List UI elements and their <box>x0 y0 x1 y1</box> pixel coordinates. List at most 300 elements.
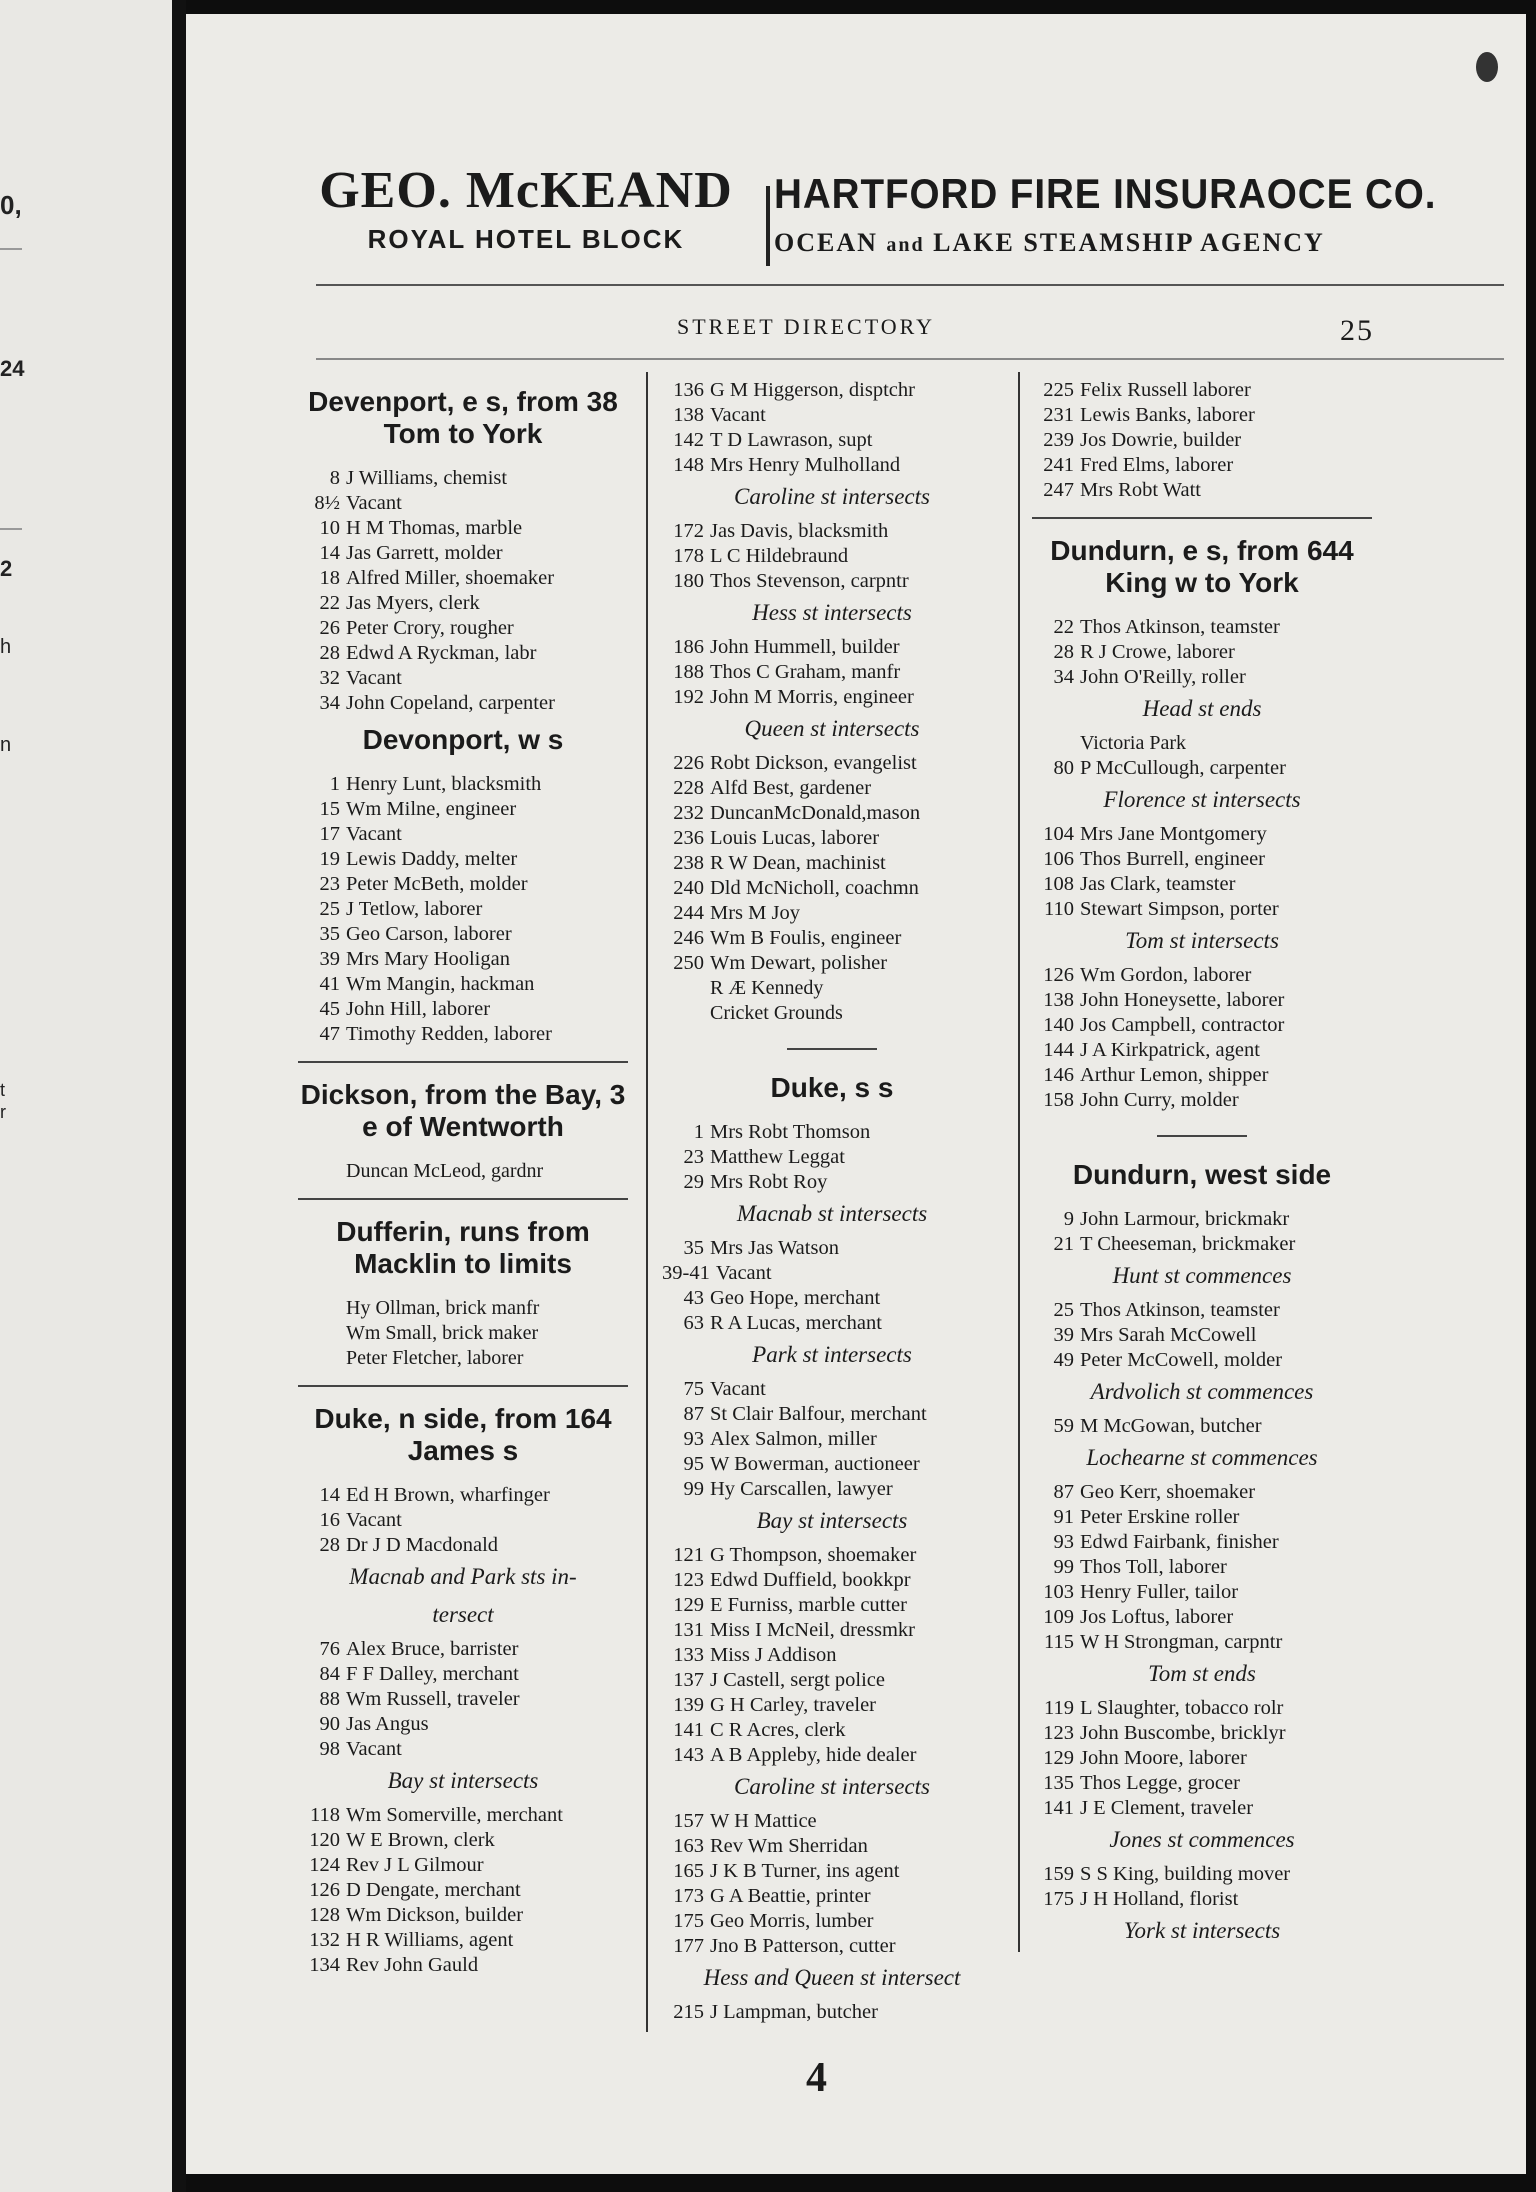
house-number: 17 <box>319 823 340 845</box>
directory-entry <box>662 1909 1002 1934</box>
resident-name: J Williams, chemist <box>346 467 508 489</box>
directory-entry <box>662 926 1002 951</box>
directory-entry <box>1032 1605 1372 1630</box>
directory-entry <box>1032 453 1372 478</box>
intersection-label: Macnab and Park sts in- <box>349 1564 577 1589</box>
house-number: 134 <box>309 1954 340 1976</box>
directory-entry <box>1032 478 1372 503</box>
directory-entry <box>1032 847 1372 872</box>
directory-entry <box>1032 615 1372 640</box>
margin-fragment: n <box>0 734 12 756</box>
directory-entry <box>662 1568 1002 1593</box>
resident-name: Mrs Henry Mulholland <box>710 454 901 476</box>
resident-name: Alex Salmon, miller <box>710 1428 877 1450</box>
house-number: 95 <box>683 1453 704 1475</box>
house-number: 98 <box>319 1738 340 1760</box>
directory-entry <box>1032 403 1372 428</box>
house-number: 135 <box>1043 1772 1074 1794</box>
section-rule <box>1032 517 1372 519</box>
resident-name: J E Clement, traveler <box>1080 1797 1254 1819</box>
directory-entry <box>298 1483 628 1508</box>
directory-entry <box>662 1643 1002 1668</box>
resident-name: Edwd A Ryckman, labr <box>346 642 537 664</box>
insurance-company: HARTFORD FIRE INSURAOCE CO. <box>774 170 1437 217</box>
directory-entry <box>662 403 1002 428</box>
directory-entry <box>662 951 1002 976</box>
intersection-label: Caroline st intersects <box>734 1774 930 1799</box>
directory-entry <box>1032 378 1372 403</box>
margin-fragment: 24 <box>0 356 25 381</box>
directory-entry <box>662 1834 1002 1859</box>
directory-entry <box>662 378 1002 403</box>
house-number: 247 <box>1043 479 1074 501</box>
house-number: 121 <box>673 1544 704 1566</box>
column-middle <box>662 378 1002 2025</box>
house-number: 34 <box>1053 666 1074 688</box>
directory-entry <box>298 797 628 822</box>
directory-entry <box>1032 988 1372 1013</box>
directory-entry <box>662 519 1002 544</box>
intersection-label: York st intersects <box>1123 1918 1281 1943</box>
house-number: 246 <box>673 927 704 949</box>
directory-entry <box>1032 1348 1372 1373</box>
resident-name: Jas Angus <box>346 1713 429 1735</box>
directory-entry <box>662 801 1002 826</box>
house-number: 129 <box>1043 1747 1074 1769</box>
house-number: 63 <box>683 1312 704 1334</box>
directory-entry <box>298 1903 628 1928</box>
page-gutter <box>172 0 186 2192</box>
resident-name: St Clair Balfour, merchant <box>710 1403 927 1425</box>
house-number: 228 <box>673 777 704 799</box>
resident-name: Mrs Jas Watson <box>710 1237 839 1259</box>
house-number: 8 <box>329 467 340 489</box>
resident-name: Jno B Patterson, cutter <box>710 1935 896 1957</box>
directory-entry <box>1032 897 1372 922</box>
directory-entry <box>298 1022 628 1047</box>
house-number: 99 <box>1053 1556 1074 1578</box>
resident-name: S S King, building mover <box>1080 1863 1291 1885</box>
intersection-label: Bay st intersects <box>756 1508 908 1533</box>
resident-name: Geo Morris, lumber <box>710 1910 874 1932</box>
resident-name: John Honeysette, laborer <box>1080 989 1285 1011</box>
intersection-label: tersect <box>432 1602 494 1627</box>
directory-entry <box>1032 1323 1372 1348</box>
margin-fragment: 2 <box>0 556 13 581</box>
resident-name: Rev John Gauld <box>346 1954 479 1976</box>
resident-name: W Bowerman, auctioneer <box>710 1453 920 1475</box>
resident-name: Hy Carscallen, lawyer <box>710 1478 893 1500</box>
directory-entry <box>1032 1013 1372 1038</box>
resident-name: Thos Atkinson, teamster <box>1080 1299 1280 1321</box>
resident-name: R A Lucas, merchant <box>710 1312 882 1334</box>
resident-name: Rev J L Gilmour <box>346 1854 484 1876</box>
resident-name: Wm Gordon, laborer <box>1080 964 1252 986</box>
house-number: 103 <box>1043 1581 1074 1603</box>
resident-name: G A Beattie, printer <box>710 1885 871 1907</box>
house-number: 173 <box>673 1885 704 1907</box>
directory-entry <box>298 947 628 972</box>
resident-name: Peter McCowell, molder <box>1080 1349 1283 1371</box>
house-number: 172 <box>673 520 704 542</box>
directory-entry <box>1032 1207 1372 1232</box>
resident-name: Thos C Graham, manfr <box>710 661 901 683</box>
directory-entry <box>1032 756 1372 781</box>
house-number: 10 <box>319 517 340 539</box>
resident-name: Wm Russell, traveler <box>346 1688 520 1710</box>
house-number: 14 <box>319 1484 340 1506</box>
directory-entry <box>1032 1887 1372 1912</box>
directory-entry <box>298 822 628 847</box>
directory-entry <box>298 1928 628 1953</box>
directory-entry <box>662 876 1002 901</box>
column-divider <box>1018 372 1020 1952</box>
house-number: 157 <box>673 1810 704 1832</box>
house-number: 175 <box>1043 1888 1074 1910</box>
resident-name: Wm B Foulis, engineer <box>710 927 902 949</box>
house-number: 88 <box>319 1688 340 1710</box>
house-number: 124 <box>309 1854 340 1876</box>
house-number: 177 <box>673 1935 704 1957</box>
house-number: 18 <box>319 567 340 589</box>
resident-name: H R Williams, agent <box>346 1929 514 1951</box>
house-number: 240 <box>673 877 704 899</box>
resident-name: Mrs Sarah McCowell <box>1080 1324 1257 1346</box>
directory-note: Cricket Grounds <box>710 1002 843 1024</box>
house-number: 123 <box>673 1569 704 1591</box>
resident-name: J H Holland, florist <box>1080 1888 1239 1910</box>
agency-line <box>774 228 1514 258</box>
directory-entry <box>662 569 1002 594</box>
directory-entry <box>662 1934 1002 1959</box>
margin-rule <box>0 248 22 250</box>
directory-page <box>186 14 1526 2174</box>
intersection-label: Tom st intersects <box>1125 928 1279 953</box>
section-rule <box>787 1048 877 1050</box>
directory-entry <box>1032 872 1372 897</box>
directory-note: Duncan McLeod, gardnr <box>346 1160 544 1182</box>
house-number: 141 <box>673 1719 704 1741</box>
intersection-label: Macnab st intersects <box>736 1201 928 1226</box>
directory-entry <box>298 466 628 491</box>
resident-name: Edwd Fairbank, finisher <box>1080 1531 1279 1553</box>
directory-entry <box>1032 822 1372 847</box>
directory-entry <box>1032 665 1372 690</box>
directory-entry <box>298 1637 628 1662</box>
resident-name: Mrs Robt Thomson <box>710 1121 871 1143</box>
directory-entry <box>662 1718 1002 1743</box>
resident-name: W H Mattice <box>710 1810 817 1832</box>
house-number: 133 <box>673 1644 704 1666</box>
house-number: 19 <box>319 848 340 870</box>
resident-name: Dr J D Macdonald <box>346 1534 499 1556</box>
house-number: 93 <box>1053 1531 1074 1553</box>
resident-name: Robt Dickson, evangelist <box>710 752 917 774</box>
column-divider <box>646 372 648 2032</box>
resident-name: Vacant <box>715 1262 772 1284</box>
directory-entry <box>662 1477 1002 1502</box>
directory-entry <box>298 616 628 641</box>
house-number: 29 <box>683 1171 704 1193</box>
directory-entry <box>1032 1232 1372 1257</box>
advertiser-name: GEO. McKEAND <box>319 162 733 219</box>
directory-entry <box>298 997 628 1022</box>
directory-entry <box>662 1236 1002 1261</box>
directory-entry <box>1032 1414 1372 1439</box>
directory-entry <box>1032 1796 1372 1821</box>
house-number: 75 <box>683 1378 704 1400</box>
resident-name: Rev Wm Sherridan <box>710 1835 868 1857</box>
directory-entry <box>298 1953 628 1978</box>
resident-name: C R Acres, clerk <box>710 1719 846 1741</box>
house-number: 232 <box>673 802 704 824</box>
directory-entry <box>662 851 1002 876</box>
resident-name: Peter McBeth, molder <box>346 873 528 895</box>
resident-name: W H Strongman, carpntr <box>1080 1631 1283 1653</box>
house-number: 119 <box>1044 1697 1074 1719</box>
house-number: 45 <box>319 998 340 1020</box>
house-number: 188 <box>673 661 704 683</box>
street-heading: Devonport, w s <box>362 724 564 755</box>
resident-name: Matthew Leggat <box>710 1146 845 1168</box>
section-rule <box>298 1385 628 1387</box>
resident-name: T D Lawrason, supt <box>710 429 873 451</box>
house-number: 87 <box>1053 1481 1074 1503</box>
house-number: 32 <box>319 667 340 689</box>
directory-entry <box>298 541 628 566</box>
directory-entry <box>1032 1746 1372 1771</box>
resident-name: Vacant <box>346 492 402 514</box>
resident-name: Jas Davis, blacksmith <box>710 520 889 542</box>
house-number: 28 <box>319 1534 340 1556</box>
house-number: 41 <box>319 973 340 995</box>
street-heading: Dufferin, runs from Macklin to limits <box>336 1216 590 1279</box>
directory-entry <box>662 1543 1002 1568</box>
house-number: 34 <box>319 692 340 714</box>
agency-and: and <box>886 234 925 256</box>
house-number: 47 <box>319 1023 340 1045</box>
directory-entry <box>662 1884 1002 1909</box>
resident-name: John Curry, molder <box>1080 1089 1239 1111</box>
directory-note: Peter Fletcher, laborer <box>346 1347 524 1369</box>
directory-entry <box>662 1809 1002 1834</box>
directory-entry <box>662 751 1002 776</box>
intersection-label: Caroline st intersects <box>734 484 930 509</box>
house-number: 39 <box>1053 1324 1074 1346</box>
resident-name: Wm Milne, engineer <box>346 798 517 820</box>
directory-entry <box>662 635 1002 660</box>
directory-entry <box>1032 1721 1372 1746</box>
directory-entry <box>662 1693 1002 1718</box>
house-number: 1 <box>329 773 340 795</box>
resident-name: Henry Lunt, blacksmith <box>346 773 542 795</box>
directory-entry <box>662 660 1002 685</box>
advertiser-address: ROYAL HOTEL BLOCK <box>367 224 685 254</box>
resident-name: Thos Stevenson, carpntr <box>710 570 909 592</box>
house-number: 141 <box>1043 1797 1074 1819</box>
resident-name: J Tetlow, laborer <box>346 898 483 920</box>
resident-name: Fred Elms, laborer <box>1080 454 1234 476</box>
house-number: 163 <box>673 1835 704 1857</box>
house-number: 8½ <box>314 492 340 514</box>
resident-name: DuncanMcDonald,mason <box>710 802 921 824</box>
resident-name: Vacant <box>346 667 402 689</box>
directory-entry <box>298 922 628 947</box>
resident-name: Peter Crory, rougher <box>346 617 514 639</box>
resident-name: D Dengate, merchant <box>346 1879 521 1901</box>
house-number: 115 <box>1044 1631 1074 1653</box>
page-number: 25 <box>1340 314 1374 347</box>
house-number: 239 <box>1043 429 1074 451</box>
margin-fragment: 0, <box>0 190 22 220</box>
resident-name: Vacant <box>346 1738 402 1760</box>
house-number: 84 <box>319 1663 340 1685</box>
directory-entry <box>1032 1530 1372 1555</box>
house-number: 90 <box>319 1713 340 1735</box>
resident-name: Alfd Best, gardener <box>710 777 872 799</box>
section-rule <box>1157 1135 1247 1137</box>
house-number: 158 <box>1043 1089 1074 1111</box>
resident-name: John Larmour, brickmakr <box>1080 1208 1290 1230</box>
house-number: 132 <box>309 1929 340 1951</box>
resident-name: T Cheeseman, brickmaker <box>1080 1233 1296 1255</box>
house-number: 186 <box>673 636 704 658</box>
directory-entry <box>1032 1580 1372 1605</box>
directory-note: Wm Small, brick maker <box>346 1322 539 1344</box>
directory-entry <box>298 1508 628 1533</box>
house-number: 244 <box>673 902 704 924</box>
house-number: 25 <box>1053 1299 1074 1321</box>
directory-entry <box>662 1743 1002 1768</box>
directory-entry <box>662 826 1002 851</box>
resident-name: John Buscombe, bricklyr <box>1080 1722 1286 1744</box>
house-number: 91 <box>1053 1506 1074 1528</box>
house-number: 126 <box>309 1879 340 1901</box>
house-number: 93 <box>683 1428 704 1450</box>
directory-entry <box>1032 1088 1372 1113</box>
intersection-label: Head st ends <box>1142 696 1262 721</box>
directory-entry <box>298 1803 628 1828</box>
resident-name: Lewis Daddy, melter <box>346 848 518 870</box>
resident-name: Louis Lucas, laborer <box>710 827 880 849</box>
house-number: 215 <box>673 2001 704 2023</box>
directory-note: R Æ Kennedy <box>710 977 824 999</box>
house-number: 250 <box>673 952 704 974</box>
directory-entry <box>662 1120 1002 1145</box>
section-rule <box>298 1198 628 1200</box>
resident-name: H M Thomas, marble <box>346 517 523 539</box>
resident-name: Edwd Duffield, bookkpr <box>710 1569 911 1591</box>
title-rule <box>316 358 1504 360</box>
resident-name: John Hill, laborer <box>346 998 491 1020</box>
resident-name: A B Appleby, hide dealer <box>710 1744 917 1766</box>
resident-name: P McCullough, carpenter <box>1080 757 1286 779</box>
house-number: 175 <box>673 1910 704 1932</box>
house-number: 225 <box>1043 379 1074 401</box>
resident-name: J Castell, sergt police <box>710 1669 885 1691</box>
header-insurance <box>774 170 1514 258</box>
house-number: 1 <box>693 1121 704 1143</box>
house-number: 148 <box>673 454 704 476</box>
directory-entry <box>1032 1630 1372 1655</box>
directory-entry <box>662 1427 1002 1452</box>
resident-name: Lewis Banks, laborer <box>1080 404 1255 426</box>
resident-name: Jos Dowrie, builder <box>1080 429 1242 451</box>
house-number: 136 <box>673 379 704 401</box>
directory-entry <box>298 491 628 516</box>
intersection-label: Queen st intersects <box>744 716 920 741</box>
intersection-label: Florence st intersects <box>1103 787 1301 812</box>
resident-name: F F Dalley, merchant <box>346 1663 519 1685</box>
directory-entry <box>1032 428 1372 453</box>
house-number: 87 <box>683 1403 704 1425</box>
directory-entry <box>298 641 628 666</box>
resident-name: Felix Russell laborer <box>1080 379 1251 401</box>
directory-entry <box>1032 1696 1372 1721</box>
street-heading: Duke, s s <box>770 1072 894 1103</box>
resident-name: Dld McNicholl, coachmn <box>710 877 919 899</box>
resident-name: Thos Legge, grocer <box>1080 1772 1240 1794</box>
resident-name: W E Brown, clerk <box>346 1829 495 1851</box>
directory-entry <box>298 691 628 716</box>
house-number: 138 <box>1043 989 1074 1011</box>
house-number: 143 <box>673 1744 704 1766</box>
resident-name: Jos Campbell, contractor <box>1080 1014 1285 1036</box>
directory-entry <box>298 591 628 616</box>
directory-entry <box>298 897 628 922</box>
resident-name: Geo Carson, laborer <box>346 923 512 945</box>
house-number: 26 <box>319 617 340 639</box>
directory-entry <box>1032 1038 1372 1063</box>
page-title: STREET DIRECTORY <box>676 314 936 339</box>
signature-mark: 4 <box>806 2055 827 2101</box>
house-number: 144 <box>1043 1039 1074 1061</box>
house-number: 139 <box>673 1694 704 1716</box>
house-number: 131 <box>673 1619 704 1641</box>
house-number: 16 <box>319 1509 340 1531</box>
directory-note: Hy Ollman, brick manfr <box>346 1297 540 1319</box>
house-number: 178 <box>673 545 704 567</box>
resident-name: Alex Bruce, barrister <box>346 1638 519 1660</box>
house-number: 108 <box>1043 873 1074 895</box>
house-number: 39 <box>319 948 340 970</box>
directory-entry <box>298 566 628 591</box>
directory-entry <box>662 1286 1002 1311</box>
directory-entry <box>662 1170 1002 1195</box>
directory-entry <box>1032 963 1372 988</box>
directory-entry <box>298 1828 628 1853</box>
resident-name: Mrs Robt Roy <box>710 1171 828 1193</box>
header-divider <box>766 186 770 266</box>
directory-entry <box>662 1668 1002 1693</box>
house-number: 76 <box>319 1638 340 1660</box>
street-heading: Dickson, from the Bay, 3 e of Wentworth <box>300 1079 626 1142</box>
resident-name: John M Morris, engineer <box>710 686 914 708</box>
house-number: 226 <box>673 752 704 774</box>
house-number: 22 <box>1053 616 1074 638</box>
house-number: 23 <box>683 1146 704 1168</box>
street-heading: Dundurn, west side <box>1072 1159 1332 1190</box>
house-number: 43 <box>683 1287 704 1309</box>
house-number: 14 <box>319 542 340 564</box>
intersection-label: Bay st intersects <box>387 1768 539 1793</box>
resident-name: Miss I McNeil, dressmkr <box>710 1619 915 1641</box>
resident-name: L C Hildebraund <box>710 545 849 567</box>
house-number: 126 <box>1043 964 1074 986</box>
resident-name: Mrs Mary Hooligan <box>346 948 510 970</box>
resident-name: Thos Burrell, engineer <box>1080 848 1266 870</box>
intersection-label: Park st intersects <box>752 1342 912 1367</box>
